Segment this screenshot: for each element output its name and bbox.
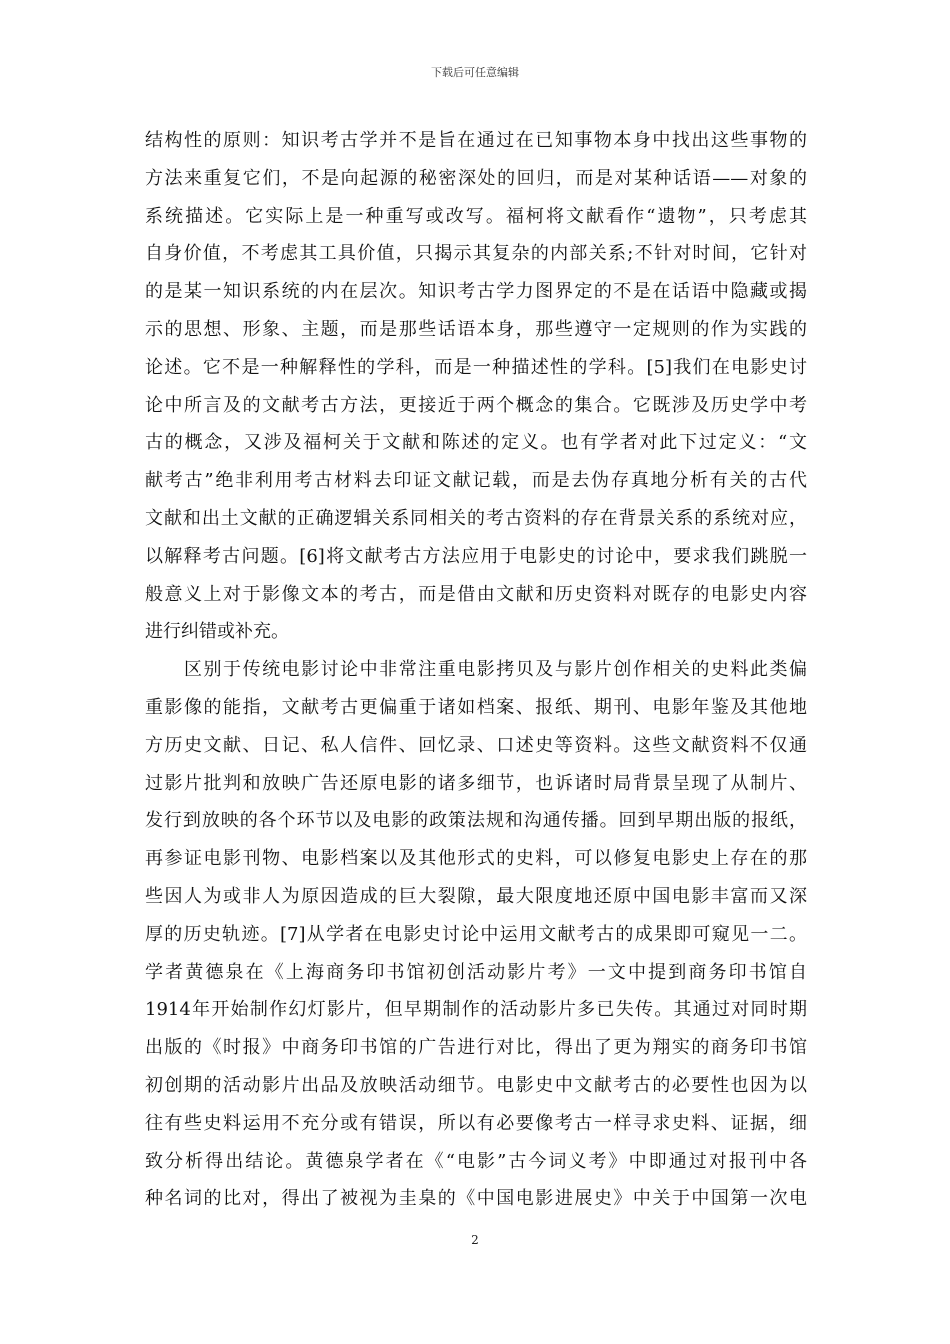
text-line: 论中所言及的文献考古方法，更接近于两个概念的集合。它既涉及历史学中考 [145, 394, 807, 416]
text-line: 方历史文献、日记、私人信件、回忆录、口述史等资料。这些文献资料不仅通 [145, 734, 807, 756]
text-line: 结构性的原则：知识考古学并不是旨在通过在已知事物本身中找出这些事物的 [145, 130, 807, 151]
page-header: 下载后可任意编辑 [431, 66, 519, 79]
page-number: 2 [471, 1233, 479, 1247]
text-line: 初创期的活动影片出品及放映活动细节。电影史中文献考古的必要性也因为以 [145, 1074, 807, 1096]
text-line: 示的思想、形象、主题，而是那些话语本身，那些遵守一定规则的作为实践的 [145, 318, 807, 340]
text-line: 论述。它不是一种解释性的学科，而是一种描述性的学科。[5]我们在电影史讨 [145, 356, 807, 378]
text-line: 文献和出土文献的正确逻辑关系同相关的考古资料的存在背景关系的系统对应， [145, 507, 807, 529]
text-line: 过影片批判和放映广告还原电影的诸多细节，也诉诸时局背景呈现了从制片、 [145, 772, 807, 794]
text-line: 献考古”绝非利用考古材料去印证文献记载，而是去伪存真地分析有关的古代 [145, 470, 807, 492]
text-line: 自身价值，不考虑其工具价值，只揭示其复杂的内部关系;不针对时间，它针对 [145, 243, 807, 265]
text-line: 般意义上对于影像文本的考古，而是借由文献和历史资料对既存的电影史内容 [145, 583, 807, 605]
text-line: 重影像的能指，文献考古更偏重于诸如档案、报纸、期刊、电影年鉴及其他地 [145, 696, 807, 718]
text-line: 厚的历史轨迹。[7]从学者在电影史讨论中运用文献考古的成果即可窥见一二。 [145, 923, 807, 945]
text-line: 些因人为或非人为原因造成的巨大裂隙，最大限度地还原中国电影丰富而又深 [145, 885, 807, 907]
text-line: 的是某一知识系统的内在层次。知识考古学力图界定的不是在话语中隐藏或揭 [145, 281, 807, 303]
text-line: 古的概念，又涉及福柯关于文献和陈述的定义。也有学者对此下过定义：“文 [145, 432, 807, 454]
paragraph [145, 122, 807, 651]
text-line: 种名词的比对，得出了被视为圭臬的《中国电影进展史》中关于中国第一次电 [145, 1188, 807, 1210]
body-text [145, 122, 807, 1218]
text-line: 系统描述。它实际上是一种重写或改写。福柯将文献看作“遗物”，只考虑其 [145, 205, 807, 227]
text-line: 进行纠错或补充。 [145, 621, 289, 643]
text-line: 往有些史料运用不充分或有错误，所以有必要像考古一样寻求史料、证据，细 [145, 1112, 807, 1134]
text-line: 学者黄德泉在《上海商务印书馆初创活动影片考》一文中提到商务印书馆自 [145, 961, 807, 983]
paragraph [145, 651, 807, 1218]
text-line: 再参证电影刊物、电影档案以及其他形式的史料，可以修复电影史上存在的那 [145, 848, 807, 870]
text-line: 以解释考古问题。[6]将文献考古方法应用于电影史的讨论中，要求我们跳脱一 [145, 545, 807, 567]
text-line: 1914年开始制作幻灯影片，但早期制作的活动影片多已失传。其通过对同时期 [145, 999, 807, 1021]
text-line: 致分析得出结论。黄德泉学者在《“电影”古今词义考》中即通过对报刊中各 [145, 1150, 807, 1172]
text-line: 区别于传统电影讨论中非常注重电影拷贝及与影片创作相关的史料此类偏 [145, 659, 807, 681]
text-line: 方法来重复它们，不是向起源的秘密深处的回归，而是对某种话语——对象的 [145, 167, 807, 189]
text-line: 出版的《时报》中商务印书馆的广告进行对比，得出了更为翔实的商务印书馆 [145, 1037, 807, 1059]
text-line: 发行到放映的各个环节以及电影的政策法规和沟通传播。回到早期出版的报纸， [145, 810, 807, 832]
